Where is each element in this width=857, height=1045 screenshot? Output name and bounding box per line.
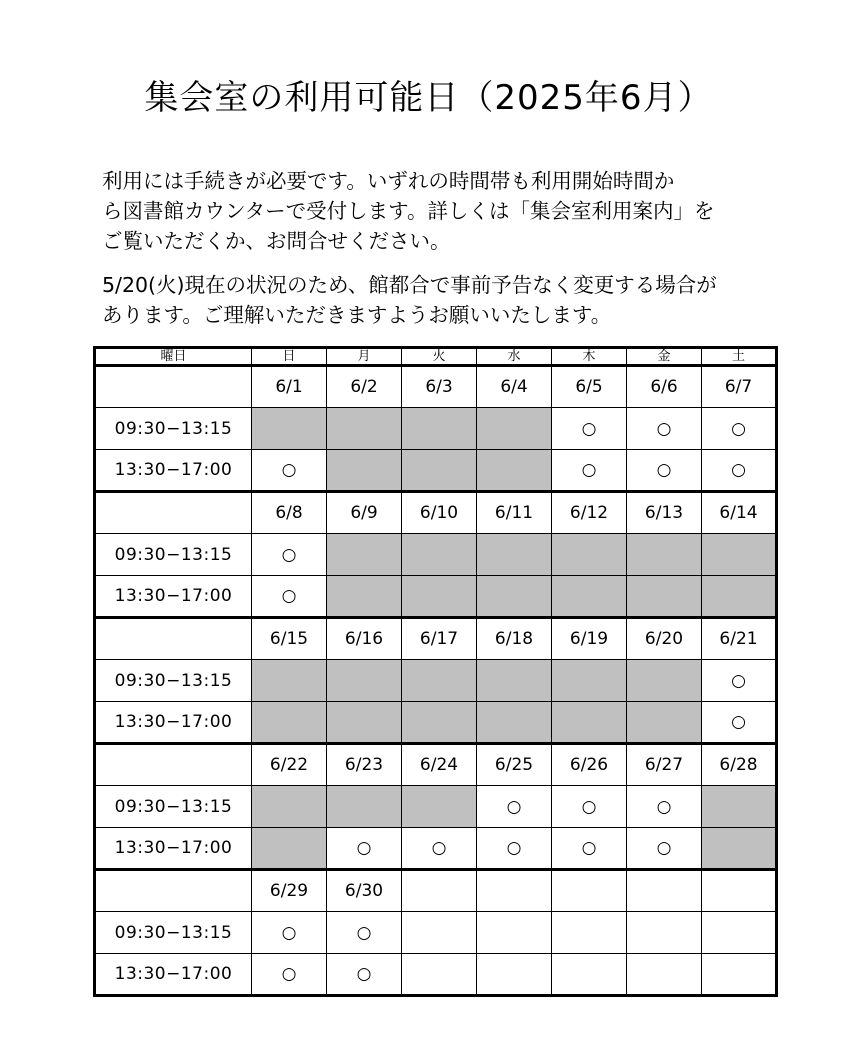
unavailable-cell — [402, 702, 477, 744]
unavailable-cell — [402, 408, 477, 450]
date-cell: 6/16 — [327, 618, 402, 660]
date-cell: 6/24 — [402, 744, 477, 786]
date-cell: 6/10 — [402, 492, 477, 534]
empty-cell — [552, 954, 627, 996]
date-cell: 6/11 — [477, 492, 552, 534]
notice-line: あります。ご理解いただきますようお願いいたします。 — [102, 303, 612, 327]
weekday-header-cell: 月 — [327, 348, 402, 366]
date-row — [95, 744, 777, 786]
unavailable-cell — [552, 534, 627, 576]
unavailable-cell — [477, 534, 552, 576]
available-cell — [327, 954, 402, 996]
date-cell: 6/25 — [477, 744, 552, 786]
empty-cell — [552, 912, 627, 954]
date-cell: 6/19 — [552, 618, 627, 660]
date-cell — [627, 870, 702, 912]
date-cell: 6/15 — [252, 618, 327, 660]
date-row-label-cell — [95, 492, 252, 534]
available-cell — [402, 828, 477, 870]
time-slot-label: 13:30−17:00 — [95, 576, 252, 618]
available-mark: ○ — [731, 460, 746, 480]
time-slot-label: 09:30−13:15 — [95, 912, 252, 954]
available-cell — [327, 828, 402, 870]
date-cell: 6/1 — [252, 366, 327, 408]
weekday-header-cell: 日 — [252, 348, 327, 366]
time-slot-row — [95, 954, 777, 996]
available-cell — [252, 450, 327, 492]
time-slot-label: 13:30−17:00 — [95, 954, 252, 996]
notice-line: ご覧いただくか、お問合せください。 — [102, 229, 451, 253]
available-cell — [552, 408, 627, 450]
time-slot-label: 09:30−13:15 — [95, 534, 252, 576]
date-cell — [402, 870, 477, 912]
available-mark: ○ — [731, 712, 746, 732]
available-mark: ○ — [431, 838, 447, 858]
available-cell — [702, 408, 777, 450]
empty-cell — [402, 954, 477, 996]
date-cell: 6/29 — [252, 870, 327, 912]
unavailable-cell — [477, 660, 552, 702]
available-cell — [552, 786, 627, 828]
date-cell: 6/28 — [702, 744, 777, 786]
unavailable-cell — [252, 408, 327, 450]
empty-cell — [402, 912, 477, 954]
unavailable-cell — [327, 408, 402, 450]
date-row-label-cell — [95, 618, 252, 660]
date-cell: 6/7 — [702, 366, 777, 408]
unavailable-cell — [402, 660, 477, 702]
time-slot-row — [95, 450, 777, 492]
procedure-notice — [102, 166, 782, 256]
date-cell — [477, 870, 552, 912]
date-cell: 6/9 — [327, 492, 402, 534]
time-slot-row — [95, 576, 777, 618]
available-cell — [552, 450, 627, 492]
unavailable-cell — [477, 408, 552, 450]
available-mark: ○ — [581, 796, 597, 817]
empty-cell — [627, 912, 702, 954]
date-row — [95, 870, 777, 912]
empty-cell — [477, 954, 552, 996]
unavailable-cell — [627, 702, 702, 744]
unavailable-cell — [552, 702, 627, 744]
available-mark: ○ — [356, 964, 372, 984]
date-row — [95, 618, 777, 660]
date-row — [95, 492, 777, 534]
unavailable-cell — [702, 534, 777, 576]
available-cell — [702, 450, 777, 492]
time-slot-row — [95, 660, 777, 702]
date-cell: 6/8 — [252, 492, 327, 534]
date-cell — [552, 870, 627, 912]
date-cell: 6/21 — [702, 618, 777, 660]
available-cell — [552, 828, 627, 870]
date-cell: 6/4 — [477, 366, 552, 408]
date-cell: 6/23 — [327, 744, 402, 786]
unavailable-cell — [702, 828, 777, 870]
time-slot-label: 09:30−13:15 — [95, 408, 252, 450]
weekday-header-cell: 土 — [702, 348, 777, 366]
available-mark: ○ — [656, 418, 672, 439]
available-cell — [252, 534, 327, 576]
status-notice — [102, 270, 782, 330]
unavailable-cell — [402, 534, 477, 576]
unavailable-cell — [327, 702, 402, 744]
empty-cell — [702, 954, 777, 996]
date-cell: 6/12 — [552, 492, 627, 534]
available-mark: ○ — [281, 922, 297, 943]
weekday-header-label: 曜日 — [95, 348, 252, 366]
available-cell — [627, 786, 702, 828]
unavailable-cell — [477, 702, 552, 744]
available-mark: ○ — [656, 460, 672, 480]
unavailable-cell — [702, 576, 777, 618]
time-slot-row — [95, 912, 777, 954]
unavailable-cell — [252, 702, 327, 744]
available-mark: ○ — [731, 670, 746, 691]
weekday-header-cell: 木 — [552, 348, 627, 366]
unavailable-cell — [627, 660, 702, 702]
date-cell: 6/30 — [327, 870, 402, 912]
date-row — [95, 366, 777, 408]
time-slot-label: 09:30−13:15 — [95, 786, 252, 828]
available-cell — [252, 954, 327, 996]
date-row-label-cell — [95, 744, 252, 786]
empty-cell — [477, 912, 552, 954]
date-cell: 6/26 — [552, 744, 627, 786]
date-cell: 6/14 — [702, 492, 777, 534]
unavailable-cell — [477, 576, 552, 618]
unavailable-cell — [552, 660, 627, 702]
time-slot-label: 13:30−17:00 — [95, 828, 252, 870]
date-row-label-cell — [95, 870, 252, 912]
date-cell — [702, 870, 777, 912]
availability-table-container — [93, 346, 778, 997]
available-cell — [627, 450, 702, 492]
time-slot-label: 09:30−13:15 — [95, 660, 252, 702]
time-slot-label: 13:30−17:00 — [95, 702, 252, 744]
weekday-header-cell: 水 — [477, 348, 552, 366]
date-cell: 6/5 — [552, 366, 627, 408]
available-mark: ○ — [281, 964, 297, 984]
unavailable-cell — [627, 534, 702, 576]
weekday-header-cell: 金 — [627, 348, 702, 366]
page-title: 集会室の利用可能日（2025年6月） — [144, 78, 713, 118]
empty-cell — [702, 912, 777, 954]
time-slot-row — [95, 828, 777, 870]
available-cell — [702, 702, 777, 744]
unavailable-cell — [327, 660, 402, 702]
date-cell: 6/20 — [627, 618, 702, 660]
empty-cell — [627, 954, 702, 996]
unavailable-cell — [327, 786, 402, 828]
available-cell — [252, 576, 327, 618]
notice-line: ら図書館カウンターで受付します。詳しくは「集会室利用案内」を — [102, 199, 715, 223]
available-mark: ○ — [356, 838, 372, 858]
unavailable-cell — [477, 450, 552, 492]
available-cell — [327, 912, 402, 954]
date-cell: 6/2 — [327, 366, 402, 408]
available-mark: ○ — [281, 586, 297, 606]
available-mark: ○ — [731, 418, 746, 439]
weekday-header-row — [95, 348, 777, 366]
available-cell — [627, 828, 702, 870]
unavailable-cell — [702, 786, 777, 828]
notice-line: 利用には手続きが必要です。いずれの時間帯も利用開始時間か — [102, 169, 675, 193]
unavailable-cell — [402, 450, 477, 492]
available-mark: ○ — [281, 544, 297, 565]
available-mark: ○ — [581, 418, 597, 439]
unavailable-cell — [402, 576, 477, 618]
availability-table — [93, 346, 778, 997]
available-cell — [252, 912, 327, 954]
date-row-label-cell — [95, 366, 252, 408]
unavailable-cell — [327, 576, 402, 618]
unavailable-cell — [252, 660, 327, 702]
available-cell — [627, 408, 702, 450]
date-cell: 6/6 — [627, 366, 702, 408]
available-mark: ○ — [656, 796, 672, 817]
available-mark: ○ — [581, 460, 597, 480]
unavailable-cell — [252, 786, 327, 828]
available-mark: ○ — [581, 838, 597, 858]
available-mark: ○ — [281, 460, 297, 480]
unavailable-cell — [252, 828, 327, 870]
time-slot-row — [95, 408, 777, 450]
unavailable-cell — [402, 786, 477, 828]
available-mark: ○ — [506, 796, 522, 817]
unavailable-cell — [552, 576, 627, 618]
unavailable-cell — [327, 450, 402, 492]
time-slot-row — [95, 534, 777, 576]
unavailable-cell — [627, 576, 702, 618]
available-cell — [702, 660, 777, 702]
time-slot-row — [95, 786, 777, 828]
date-cell: 6/18 — [477, 618, 552, 660]
weekday-header-cell: 火 — [402, 348, 477, 366]
time-slot-label: 13:30−17:00 — [95, 450, 252, 492]
date-cell: 6/27 — [627, 744, 702, 786]
notice-line: 5/20(火)現在の状況のため、館都合で事前予告なく変更する場合が — [102, 273, 717, 297]
available-cell — [477, 828, 552, 870]
available-mark: ○ — [356, 922, 372, 943]
date-cell: 6/3 — [402, 366, 477, 408]
date-cell: 6/17 — [402, 618, 477, 660]
time-slot-row — [95, 702, 777, 744]
available-mark: ○ — [656, 838, 672, 858]
available-mark: ○ — [506, 838, 522, 858]
unavailable-cell — [327, 534, 402, 576]
date-cell: 6/13 — [627, 492, 702, 534]
available-cell — [477, 786, 552, 828]
date-cell: 6/22 — [252, 744, 327, 786]
